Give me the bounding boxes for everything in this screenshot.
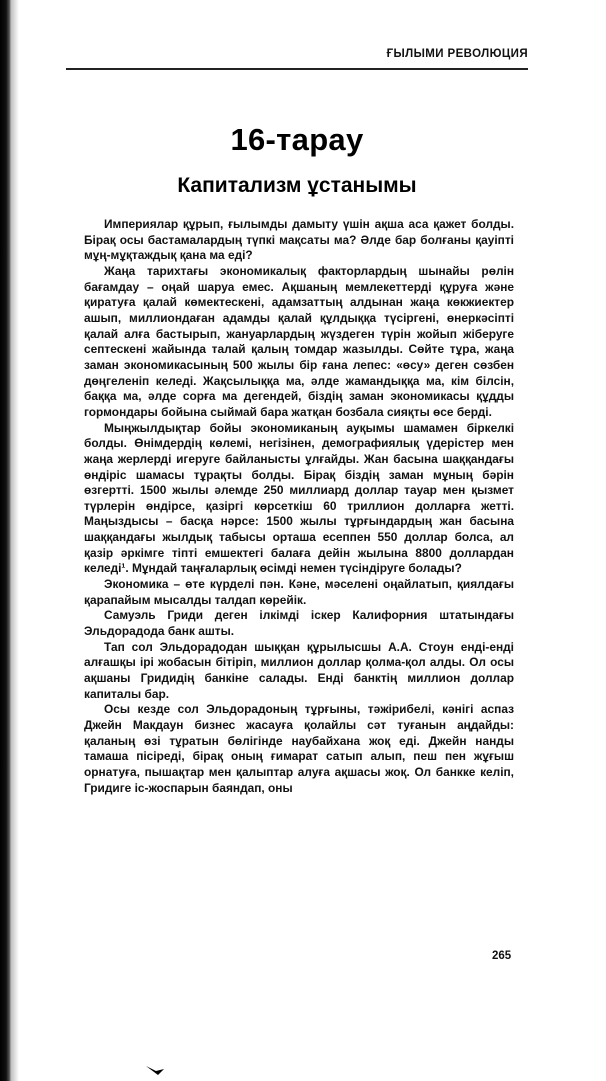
paragraph-1: Империялар құрып, ғылымды дамыту үшін ақша аса қажет болды. Бірақ осы бастамалардың түпкі мақсаты ма? Әлде бар болғаны қауіпті мұң-мұқтаждық қана ма еді? [84,217,514,263]
chapter-number: 16-тарау [230,122,364,157]
chapter-title: Капитализм ұстанымы [177,174,417,197]
spine-gradient [11,0,19,1081]
paragraph-2: Жаңа тарихтағы экономикалық факторлардың шынайы рөлін бағамдау – оңай шаруа емес. Ақшаның мемлекеттерді құруға және қиратуға қалай көмектескені, адамзаттың алдынан жаңа көкжиектер ашып, миллиондаған адамды қалай құлдыққа түсіргені, өнеркәсіпті қалай алға бастырып, жануарлардың жүздеген түрін жойып жіберуге септескені жайында талай қалың томдар жазылды. Сөйте тұра, жаңа заман экономикасының 500 жылы бір ғана лепес: «өсу» деген сөзбен дөңгеленіп келеді. Жақсылыққа ма, әлде жамандыққа ма, кім білсін, баққа ма, әлде сорға ма дегендей, біздің заман экономикасы құдды гормондары бойына сыймай бара жатқан бозбала сияқты өсе берді. [84,263,514,419]
running-header: ҒЫЛЫМИ РЕВОЛЮЦИЯ [386,48,528,60]
body-text [84,217,514,796]
paragraph-3: Мыңжылдықтар бойы экономиканың ауқымы шамамен біркелкі болды. Өнімдердің көлемі, негізінен, демографиялық үдерістер мен жаңа жерлерді игеруге байланысты ұлғайды. Жан басына шаққандағы өндіріс шамасы тұрақты болды. Бірақ біздің заман мұның бәрін өзгертті. 1500 жылы әлемде 250 миллиард доллар тауар мен қызмет түрлерін өндірсе, қазіргі көрсеткіш 60 триллион долларға жетті. Маңыздысы – басқа нәрсе: 1500 жылы тұрғындардың жан басына шаққандағы жылдық табысы орташа есеппен 550 доллар болса, ал қазір әркімге тіпті емшектегі балаға дейін жылына 8800 доллардан келеді¹. Мұндай таңғаларлық өсімді немен түсіндіруге болады? [84,420,514,576]
paragraph-4: Экономика – өте күрделі пән. Кәне, мәселені оңайлатып, қиялдағы қарапайым мысалды талдап көрейік. [84,577,514,607]
header-rule [66,68,528,70]
book-spine-shadow [0,0,11,1081]
paragraph-6: Тап сол Эльдорадодан шыққан құрылысшы А.А. Стоун енді-енді алғашқы ірі жобасын бітіріп, миллион доллар қолма-қол алды. Ол осы ақшаны Гридидің банкіне салады. Енді банктің миллион доллар капиталы бар. [84,639,514,701]
page-number: 265 [492,950,512,962]
scan-artifact-mark [144,1064,166,1076]
paragraph-5: Самуэль Гриди деген ілкімді іскер Калифорния штатындағы Эльдорадода банк ашты. [84,608,514,639]
paragraph-7: Осы кезде сол Эльдорадоның тұрғыны, тәжірибелі, кәнігі аспаз Джейн Макдаун бизнес жасауға қолайлы сәт туғанын аңдайды: қаланың өзі тұратын бөлігінде наубайхана жоқ еді. Джейн нанды тамаша пісіреді, бірақ оның ғимарат сатып алып, пеш пен жұғыш орнатуға, пышақтар мен қалыптар алуға ақшасы жоқ. Ол банкке келіп, Гридиге іс-жоспарын баяндап, оны [84,702,514,795]
